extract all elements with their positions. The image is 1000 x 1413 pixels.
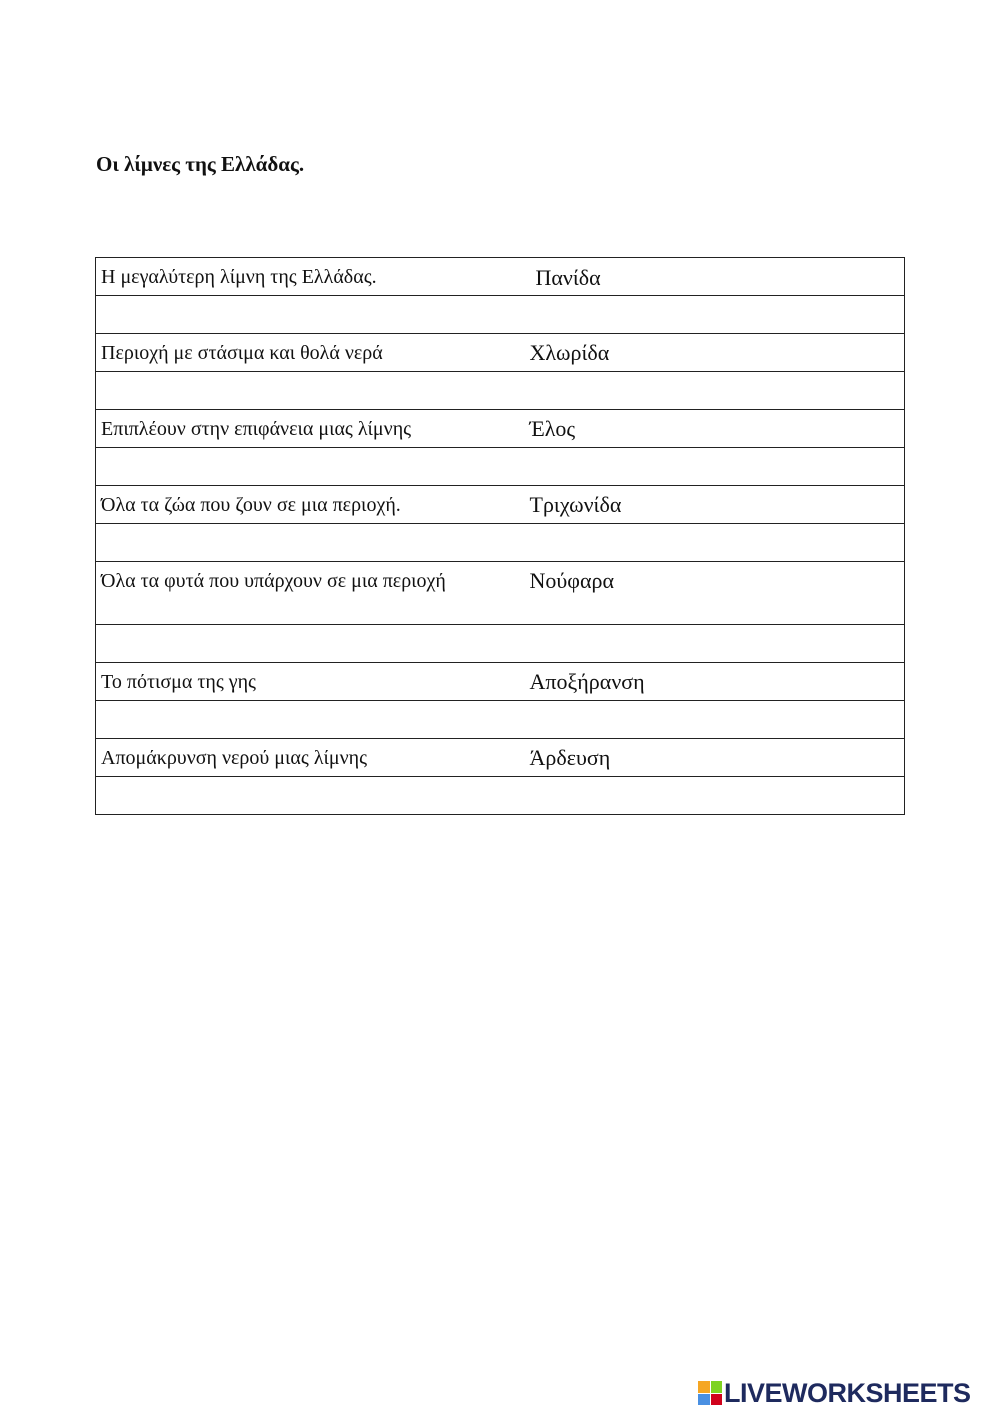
answer-cell[interactable] <box>96 625 524 663</box>
answer-row[interactable] <box>96 524 905 562</box>
table-row <box>96 739 905 777</box>
logo-square-icon <box>711 1381 723 1393</box>
definition-text: Όλα τα φυτά που υπάρχουν σε μια περιοχή <box>101 570 446 592</box>
answer-cell-spacer <box>524 625 905 663</box>
definition-cell <box>96 739 524 777</box>
answer-cell[interactable] <box>96 524 524 562</box>
answer-cell-spacer <box>524 372 905 410</box>
matching-table <box>95 257 905 815</box>
term-cell <box>524 486 905 524</box>
answer-cell[interactable] <box>96 448 524 486</box>
logo-square-icon <box>711 1394 723 1406</box>
definition-text: Περιοχή με στάσιμα και θολά νερά <box>101 342 383 364</box>
logo-square-icon <box>698 1381 710 1393</box>
definition-text: Όλα τα ζώα που ζουν σε μια περιοχή. <box>101 494 401 516</box>
term-text: Έλος <box>529 416 576 441</box>
answer-cell-spacer <box>524 777 905 815</box>
term-text: Πανίδα <box>535 265 601 290</box>
answer-row[interactable] <box>96 701 905 739</box>
definition-cell <box>96 486 524 524</box>
table-row <box>96 258 905 296</box>
answer-row[interactable] <box>96 296 905 334</box>
term-cell <box>524 663 905 701</box>
answer-cell-spacer <box>524 296 905 334</box>
definition-cell <box>96 562 524 625</box>
term-cell <box>524 562 905 625</box>
term-text: Χλωρίδα <box>529 340 610 365</box>
answer-cell[interactable] <box>96 701 524 739</box>
definition-cell <box>96 663 524 701</box>
answer-row[interactable] <box>96 777 905 815</box>
term-cell <box>524 410 905 448</box>
definition-cell <box>96 334 524 372</box>
answer-row[interactable] <box>96 372 905 410</box>
logo-text: LIVEWORKSHEETS <box>724 1378 971 1408</box>
page-title: Οι λίμνες της Ελλάδας. <box>96 152 305 176</box>
definition-cell <box>96 410 524 448</box>
definition-text: Απομάκρυνση νερού μιας λίμνης <box>101 747 368 769</box>
definition-cell <box>96 258 524 296</box>
logo-mark-icon <box>698 1381 722 1405</box>
answer-cell-spacer <box>524 524 905 562</box>
answer-cell-spacer <box>524 448 905 486</box>
answer-row[interactable] <box>96 625 905 663</box>
definition-text: Η μεγαλύτερη λίμνη της Ελλάδας. <box>101 266 377 288</box>
answer-cell[interactable] <box>96 777 524 815</box>
term-text: Νούφαρα <box>529 568 615 593</box>
term-cell <box>524 258 905 296</box>
answer-row[interactable] <box>96 448 905 486</box>
term-text: Αποξήρανση <box>529 669 645 694</box>
answer-cell[interactable] <box>96 296 524 334</box>
answer-cell[interactable] <box>96 372 524 410</box>
definition-text: Επιπλέουν στην επιφάνεια μιας λίμνης <box>101 418 412 440</box>
definition-text: Το πότισμα της γης <box>101 671 256 693</box>
term-text: Τριχωνίδα <box>529 492 622 517</box>
logo-square-icon <box>698 1394 710 1406</box>
table-row <box>96 334 905 372</box>
table-row <box>96 562 905 625</box>
term-cell <box>524 739 905 777</box>
table-row <box>96 663 905 701</box>
answer-cell-spacer <box>524 701 905 739</box>
table-row <box>96 410 905 448</box>
term-cell <box>524 334 905 372</box>
table-row <box>96 486 905 524</box>
term-text: Άρδευση <box>529 745 611 770</box>
liveworksheets-logo <box>698 1378 971 1408</box>
